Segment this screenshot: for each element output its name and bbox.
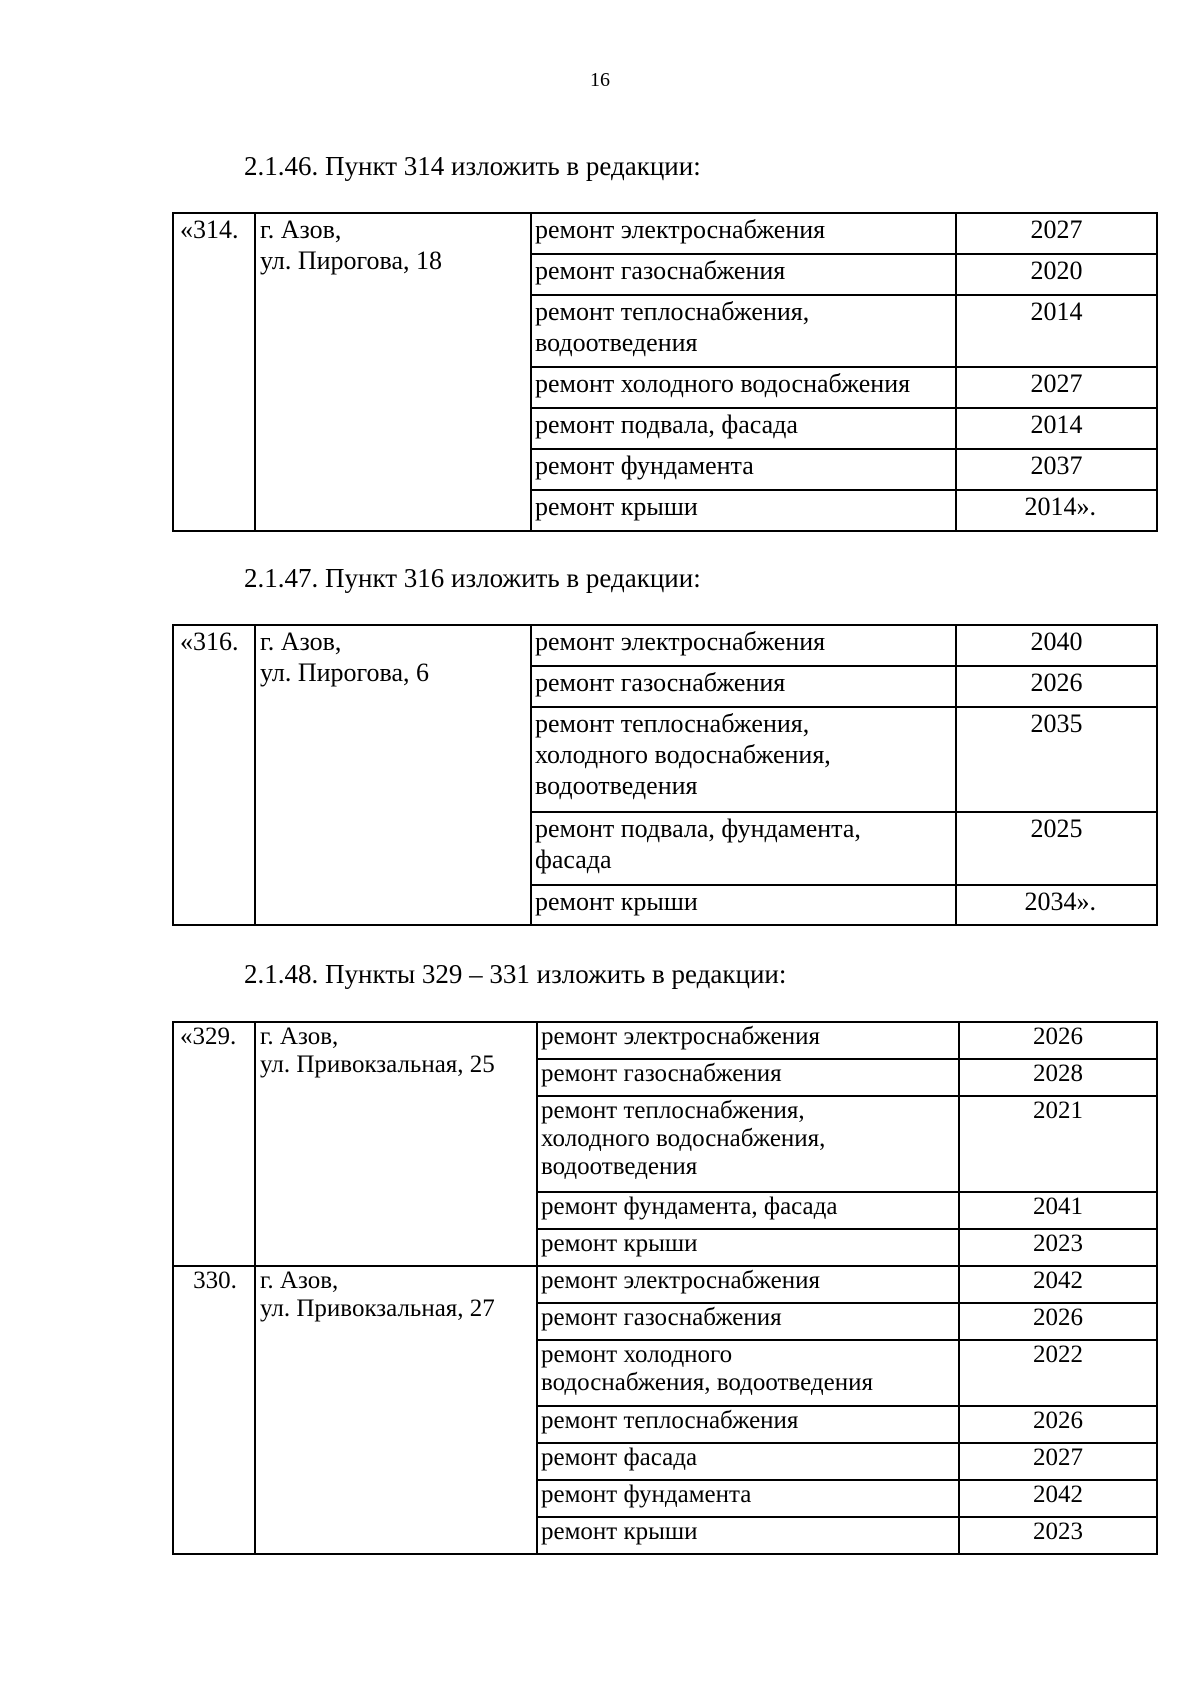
- work-year: 2014».: [956, 490, 1157, 531]
- item-address: г. Азов, ул. Привокзальная, 25: [255, 1022, 537, 1266]
- work-year: 2042: [959, 1266, 1157, 1303]
- work-year: 2014: [956, 408, 1157, 449]
- work-year: 2026: [959, 1022, 1157, 1059]
- work-year: 2034».: [956, 885, 1157, 925]
- work-name: ремонт фундамента: [531, 449, 956, 490]
- work-name: ремонт электроснабжения: [537, 1266, 959, 1303]
- work-name: ремонт подвала, фасада: [531, 408, 956, 449]
- section-heading-2-1-48: 2.1.48. Пункты 329 – 331 изложить в редакции:: [244, 959, 787, 989]
- item-address: г. Азов, ул. Пирогова, 6: [255, 625, 531, 925]
- work-year: 2042: [959, 1480, 1157, 1517]
- work-name: ремонт фундамента, фасада: [537, 1192, 959, 1229]
- section-heading-2-1-46: 2.1.46. Пункт 314 изложить в редакции:: [244, 151, 701, 181]
- work-year: 2025: [956, 812, 1157, 885]
- item-number: 330.: [173, 1266, 255, 1554]
- page-number: 16: [590, 69, 610, 91]
- work-name: ремонт газоснабжения: [531, 254, 956, 295]
- work-name: ремонт подвала, фундамента, фасада: [531, 812, 956, 885]
- amendment-table-316: [172, 624, 1158, 926]
- work-name: ремонт газоснабжения: [537, 1303, 959, 1340]
- item-number: «329.: [173, 1022, 255, 1266]
- work-year: 2037: [956, 449, 1157, 490]
- work-year: 2023: [959, 1517, 1157, 1554]
- work-year: 2040: [956, 625, 1157, 666]
- work-name: ремонт электроснабжения: [531, 213, 956, 254]
- work-year: 2021: [959, 1096, 1157, 1192]
- work-name: ремонт теплоснабжения, холодного водоснабжения, водоотведения: [537, 1096, 959, 1192]
- work-name: ремонт крыши: [537, 1517, 959, 1554]
- item-number: «314.: [173, 213, 255, 531]
- work-year: 2026: [959, 1406, 1157, 1443]
- work-name: ремонт газоснабжения: [531, 666, 956, 707]
- table-row: [173, 625, 1157, 666]
- work-year: 2014: [956, 295, 1157, 367]
- work-year: 2027: [956, 213, 1157, 254]
- item-number: «316.: [173, 625, 255, 925]
- work-name: ремонт газоснабжения: [537, 1059, 959, 1096]
- amendment-table-329-331: [172, 1021, 1158, 1555]
- work-name: ремонт теплоснабжения, водоотведения: [531, 295, 956, 367]
- work-name: ремонт фасада: [537, 1443, 959, 1480]
- work-year: 2041: [959, 1192, 1157, 1229]
- table-row: [173, 1022, 1157, 1059]
- work-year: 2026: [956, 666, 1157, 707]
- work-name: ремонт электроснабжения: [537, 1022, 959, 1059]
- work-year: 2035: [956, 707, 1157, 812]
- work-year: 2026: [959, 1303, 1157, 1340]
- work-year: 2028: [959, 1059, 1157, 1096]
- work-name: ремонт холодного водоснабжения, водоотведения: [537, 1340, 959, 1406]
- table-row: [173, 1266, 1157, 1303]
- work-name: ремонт теплоснабжения: [537, 1406, 959, 1443]
- section-heading-2-1-47: 2.1.47. Пункт 316 изложить в редакции:: [244, 563, 701, 593]
- work-name: ремонт крыши: [537, 1229, 959, 1266]
- work-name: ремонт крыши: [531, 885, 956, 925]
- work-name: ремонт холодного водоснабжения: [531, 367, 956, 408]
- table-row: [173, 213, 1157, 254]
- work-name: ремонт электроснабжения: [531, 625, 956, 666]
- amendment-table-314: [172, 212, 1158, 532]
- work-name: ремонт теплоснабжения, холодного водоснабжения, водоотведения: [531, 707, 956, 812]
- work-year: 2023: [959, 1229, 1157, 1266]
- work-year: 2027: [959, 1443, 1157, 1480]
- item-address: г. Азов, ул. Пирогова, 18: [255, 213, 531, 531]
- work-name: ремонт крыши: [531, 490, 956, 531]
- work-year: 2020: [956, 254, 1157, 295]
- item-address: г. Азов, ул. Привокзальная, 27: [255, 1266, 537, 1554]
- work-year: 2022: [959, 1340, 1157, 1406]
- work-name: ремонт фундамента: [537, 1480, 959, 1517]
- work-year: 2027: [956, 367, 1157, 408]
